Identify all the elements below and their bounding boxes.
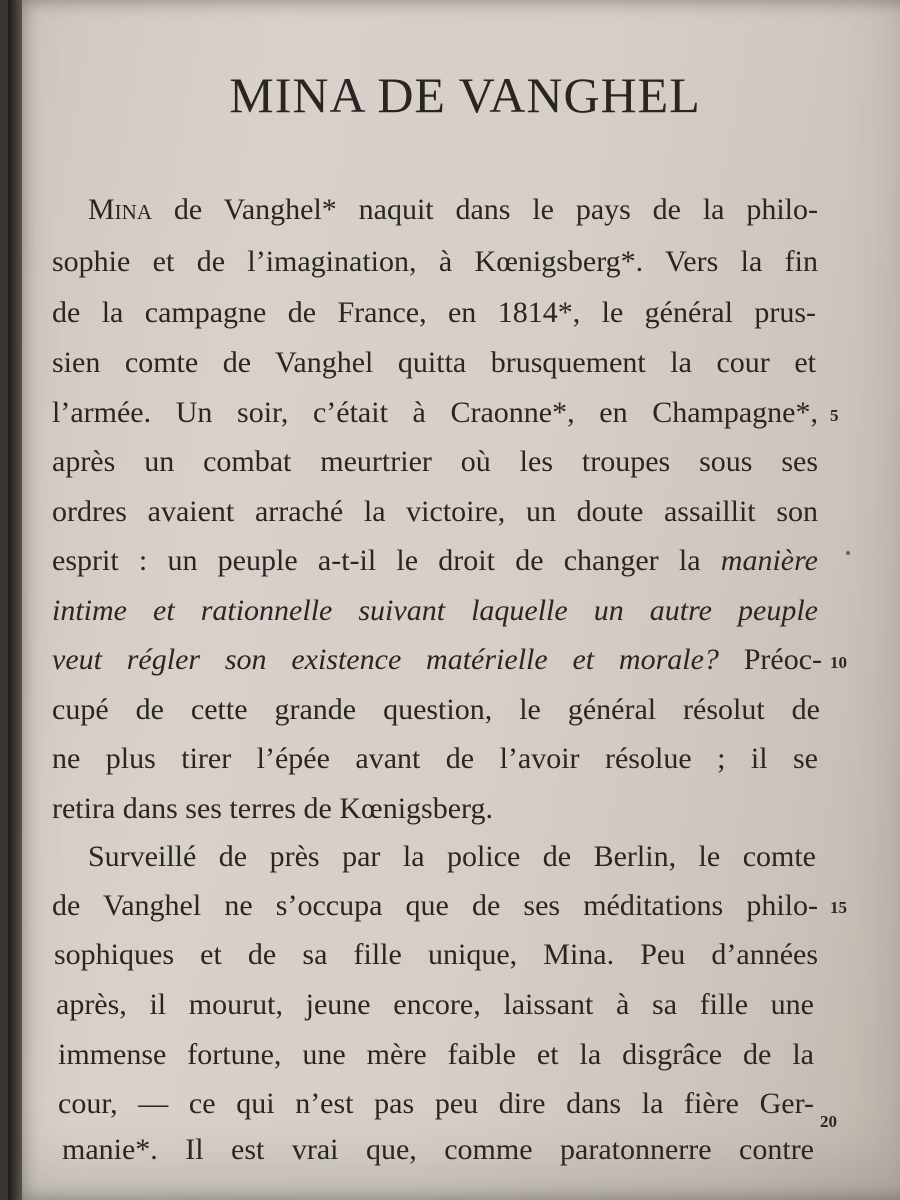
text-line: cour, — ce qui n’est pas peu dire dans la fière Ger- <box>58 1087 814 1120</box>
text-line: après, il mourut, jeune encore, laissant à sa fille une <box>56 988 814 1021</box>
text-line: sophiques et de sa fille unique, Mina. Peu d’années <box>54 938 818 971</box>
line-number: 15 <box>830 898 847 917</box>
text-line: de Vanghel ne s’occupa que de ses méditations philo- <box>52 889 818 922</box>
text-line: intime et rationnelle suivant laquelle un autre peuple <box>52 594 818 627</box>
line-number: 5 <box>830 406 839 425</box>
text-line: l’armée. Un soir, c’était à Craonne*, en Champagne*, <box>52 396 818 429</box>
chapter-title: MINA DE VANGHEL <box>229 67 701 123</box>
line-text: esprit : un peuple a-t-il le droit de changer la <box>52 544 721 577</box>
line-rest: de Vanghel* naquit dans le pays de la philo- <box>152 193 818 226</box>
drop-word: Mina <box>88 193 152 226</box>
text-line <box>52 546 818 576</box>
text-line: sien comte de Vanghel quitta brusquement la cour et <box>52 346 816 379</box>
text-line: de la campagne de France, en 1814*, le général prus- <box>52 296 816 329</box>
text-line: sophie et de l’imagination, à Kœnigsberg*. Vers la fin <box>52 245 818 278</box>
text-line: manie*. Il est vrai que, comme paratonnerre contre <box>62 1133 814 1166</box>
text-line: après un combat meurtrier où les troupes sous ses <box>52 445 818 478</box>
italic-text: manière <box>720 544 818 577</box>
text-line: cupé de cette grande question, le général résolut de <box>52 693 820 726</box>
text-line: ordres avaient arraché la victoire, un doute assaillit son <box>52 495 818 528</box>
text-line: immense fortune, une mère faible et la disgrâce de la <box>58 1038 814 1071</box>
line-number: 10 <box>830 653 847 672</box>
text-line: ne plus tirer l’épée avant de l’avoir résolue ; il se <box>52 742 818 775</box>
line-number: 20 <box>820 1112 837 1131</box>
text-line <box>52 645 822 675</box>
text-line: Surveillé de près par la police de Berlin, le comte <box>88 840 816 873</box>
margin-mark <box>846 551 850 555</box>
line-text: Préoc- <box>718 643 822 676</box>
italic-text: veut régler son existence matérielle et morale? <box>52 643 719 676</box>
text-line <box>88 195 818 225</box>
text-line: retira dans ses terres de Kœnigsberg. <box>52 792 493 825</box>
